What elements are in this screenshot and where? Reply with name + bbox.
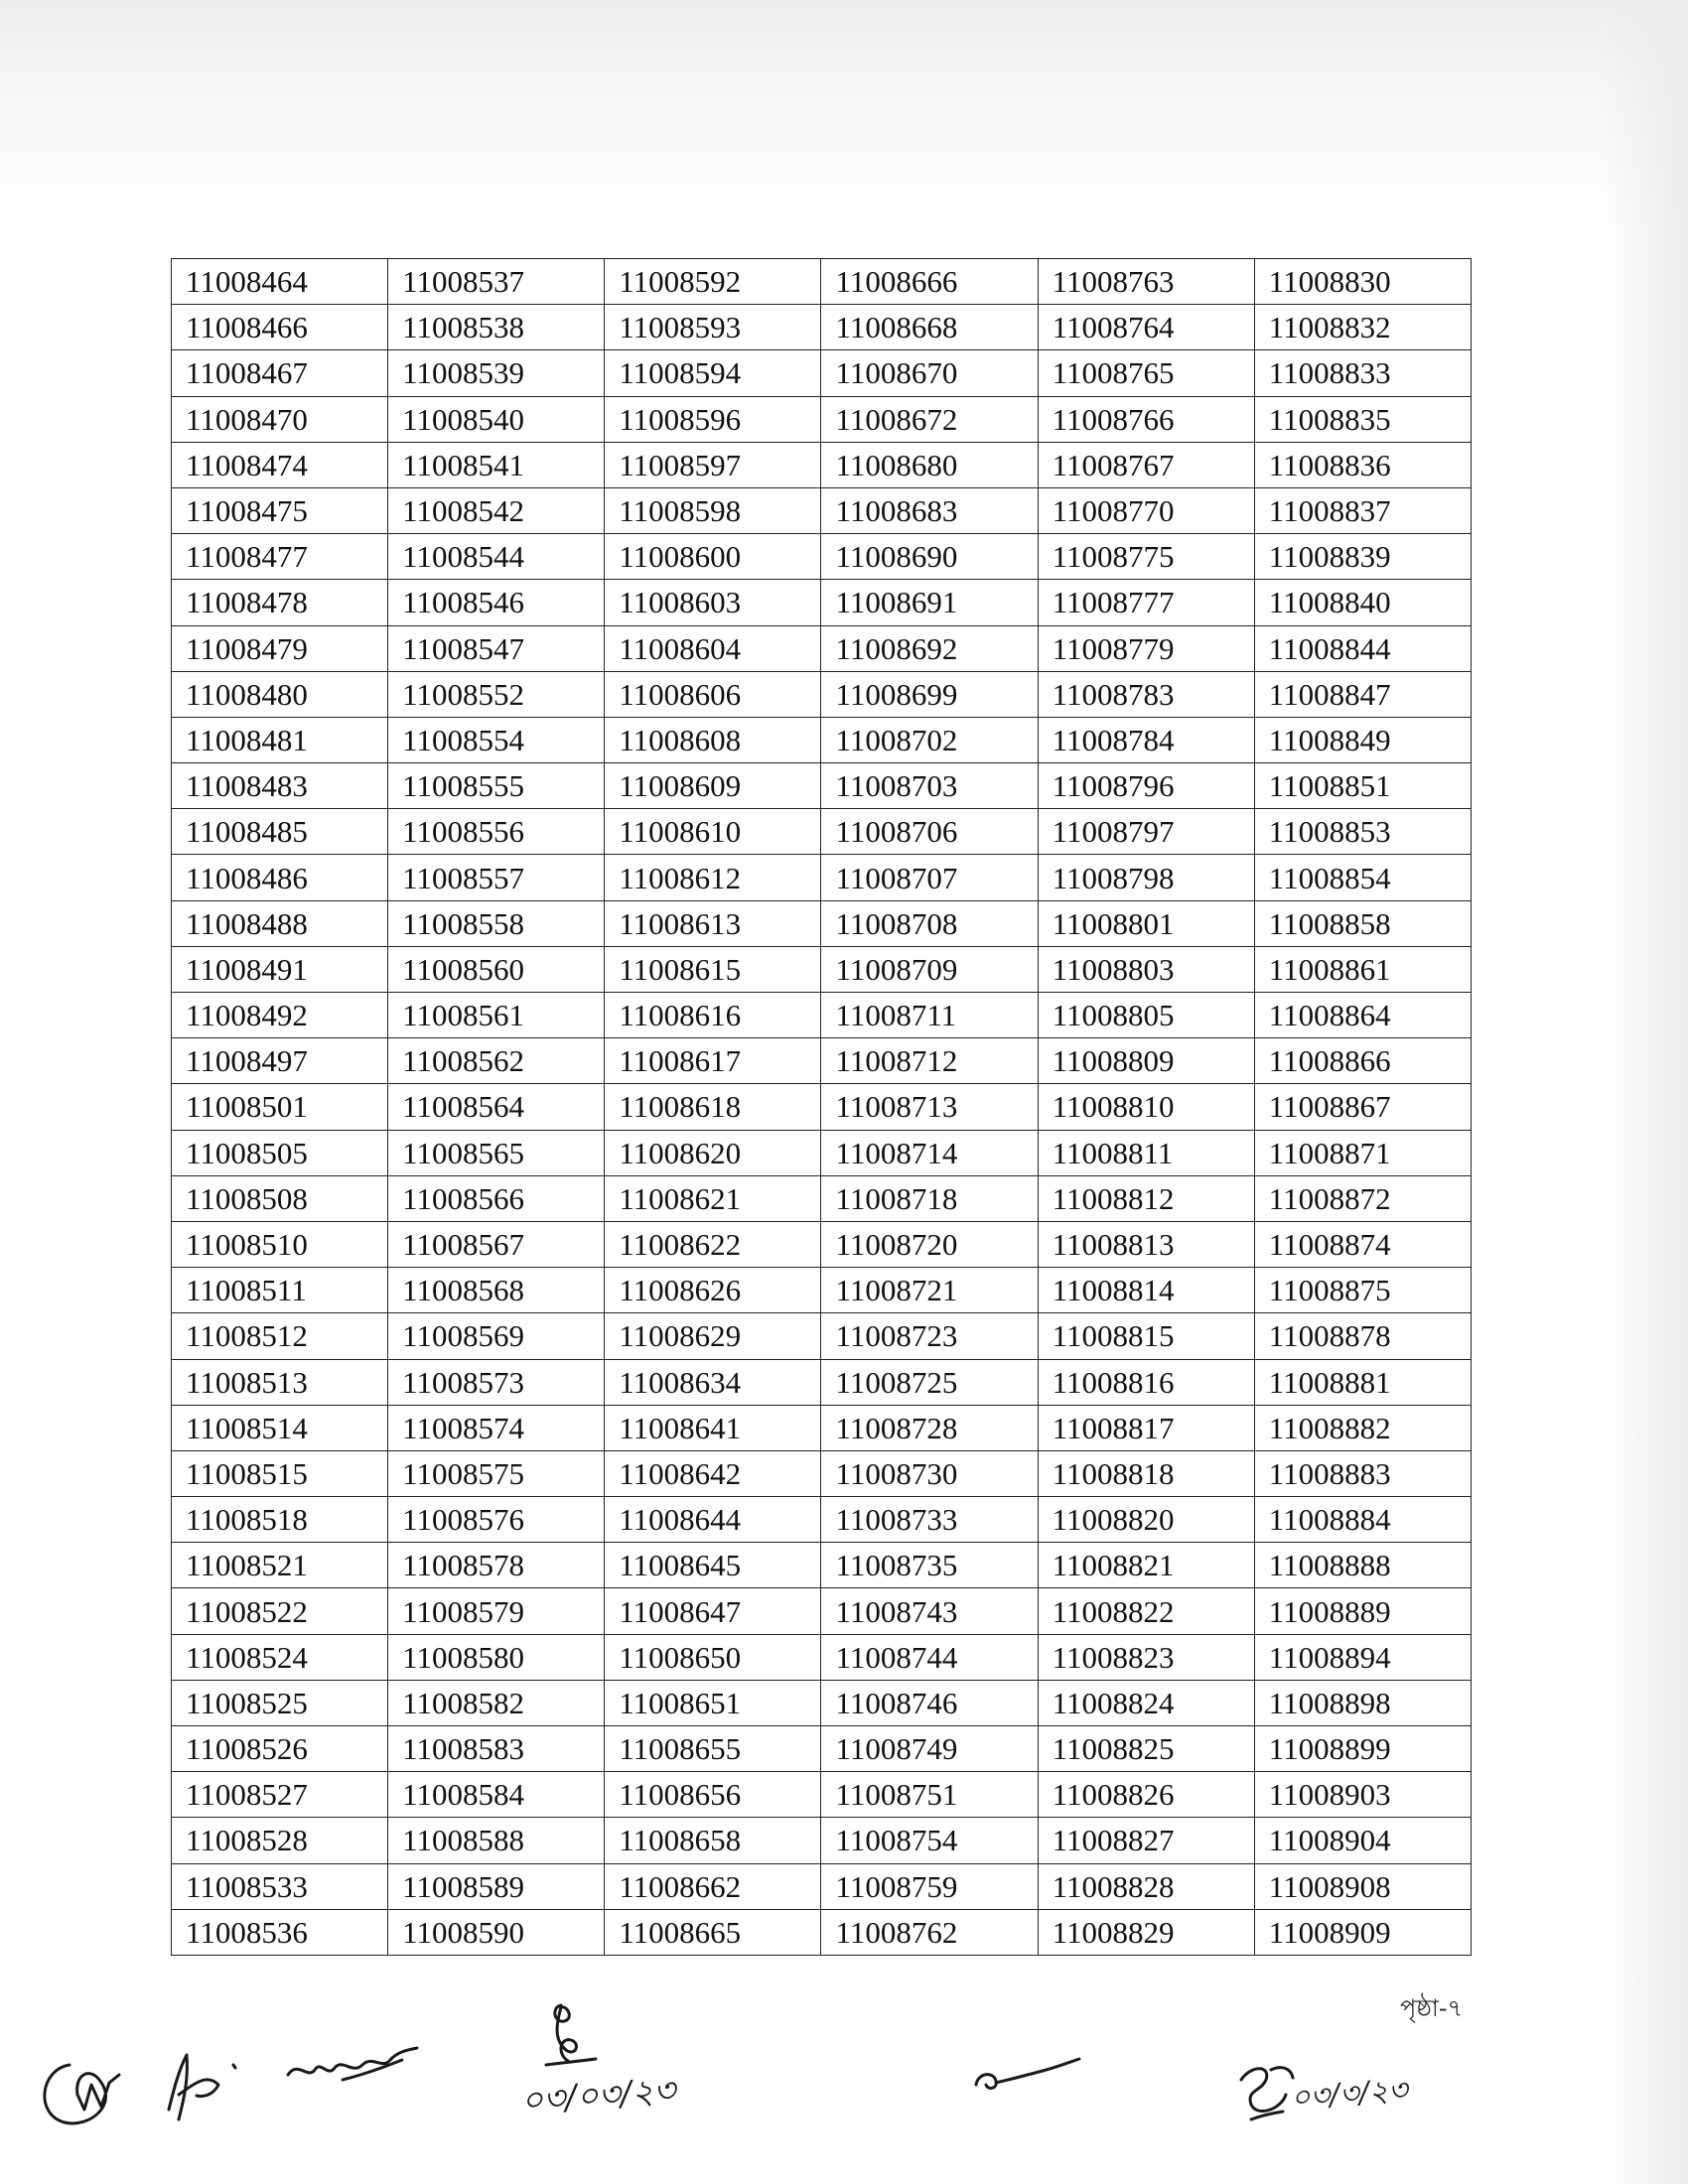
table-cell: 11008803 xyxy=(1038,946,1254,992)
table-row xyxy=(172,1313,1472,1359)
table-cell: 11008854 xyxy=(1254,855,1471,900)
table-cell: 11008836 xyxy=(1254,442,1471,487)
table-cell: 11008584 xyxy=(388,1772,605,1818)
table-cell: 11008470 xyxy=(172,396,388,442)
table-cell: 11008692 xyxy=(821,625,1038,671)
table-cell: 11008871 xyxy=(1254,1130,1471,1175)
table-cell: 11008867 xyxy=(1254,1084,1471,1130)
table-cell: 11008783 xyxy=(1038,671,1254,717)
table-cell: 11008647 xyxy=(605,1588,821,1634)
table-cell: 11008556 xyxy=(388,809,605,855)
page-number: পৃষ্ঠা-৭ xyxy=(1400,1994,1464,2022)
table-cell: 11008666 xyxy=(821,259,1038,305)
table-cell: 11008612 xyxy=(605,855,821,900)
table-cell: 11008851 xyxy=(1254,763,1471,809)
table-cell: 11008884 xyxy=(1254,1497,1471,1543)
table-cell: 11008874 xyxy=(1254,1221,1471,1267)
table-row xyxy=(172,671,1472,717)
table-cell: 11008608 xyxy=(605,717,821,762)
signature-1 xyxy=(30,2045,149,2134)
table-cell: 11008728 xyxy=(821,1405,1038,1450)
table-cell: 11008668 xyxy=(821,305,1038,350)
table-row xyxy=(172,1772,1472,1818)
table-cell: 11008618 xyxy=(605,1084,821,1130)
table-cell: 11008658 xyxy=(605,1818,821,1863)
table-row xyxy=(172,1909,1472,1955)
table-row xyxy=(172,1450,1472,1496)
table-cell: 11008706 xyxy=(821,809,1038,855)
table-cell: 11008513 xyxy=(172,1359,388,1405)
table-row xyxy=(172,534,1472,580)
table-cell: 11008613 xyxy=(605,900,821,946)
table-cell: 11008680 xyxy=(821,442,1038,487)
table-cell: 11008814 xyxy=(1038,1268,1254,1313)
roll-number-table xyxy=(171,258,1472,1956)
table-cell: 11008670 xyxy=(821,350,1038,396)
table-row xyxy=(172,1543,1472,1588)
table-cell: 11008541 xyxy=(388,442,605,487)
table-cell: 11008497 xyxy=(172,1038,388,1084)
table-cell: 11008825 xyxy=(1038,1726,1254,1772)
table-cell: 11008815 xyxy=(1038,1313,1254,1359)
table-cell: 11008634 xyxy=(605,1359,821,1405)
table-cell: 11008765 xyxy=(1038,350,1254,396)
table-cell: 11008467 xyxy=(172,350,388,396)
table-cell: 11008575 xyxy=(388,1450,605,1496)
table-row xyxy=(172,900,1472,946)
table-cell: 11008713 xyxy=(821,1084,1038,1130)
table-cell: 11008662 xyxy=(605,1863,821,1909)
table-cell: 11008889 xyxy=(1254,1588,1471,1634)
table-cell: 11008849 xyxy=(1254,717,1471,762)
table-cell: 11008759 xyxy=(821,1863,1038,1909)
table-row xyxy=(172,1726,1472,1772)
table-cell: 11008569 xyxy=(388,1313,605,1359)
table-cell: 11008909 xyxy=(1254,1909,1471,1955)
table-cell: 11008515 xyxy=(172,1450,388,1496)
table-cell: 11008573 xyxy=(388,1359,605,1405)
signature-3 xyxy=(283,2030,422,2100)
table-cell: 11008527 xyxy=(172,1772,388,1818)
table-cell: 11008593 xyxy=(605,305,821,350)
table-cell: 11008777 xyxy=(1038,580,1254,625)
table-cell: 11008882 xyxy=(1254,1405,1471,1450)
table-cell: 11008466 xyxy=(172,305,388,350)
table-cell: 11008491 xyxy=(172,946,388,992)
table-row xyxy=(172,946,1472,992)
scan-shadow-top xyxy=(0,0,1688,228)
table-cell: 11008712 xyxy=(821,1038,1038,1084)
table-cell: 11008699 xyxy=(821,671,1038,717)
table-cell: 11008878 xyxy=(1254,1313,1471,1359)
table-cell: 11008903 xyxy=(1254,1772,1471,1818)
table-cell: 11008578 xyxy=(388,1543,605,1588)
table-cell: 11008839 xyxy=(1254,534,1471,580)
table-cell: 11008822 xyxy=(1038,1588,1254,1634)
table-cell: 11008558 xyxy=(388,900,605,946)
table-cell: 11008650 xyxy=(605,1634,821,1680)
table-cell: 11008555 xyxy=(388,763,605,809)
table-cell: 11008492 xyxy=(172,993,388,1038)
table-row xyxy=(172,1634,1472,1680)
table-cell: 11008853 xyxy=(1254,809,1471,855)
table-cell: 11008824 xyxy=(1038,1680,1254,1725)
signature-5 xyxy=(968,2045,1087,2105)
table-cell: 11008479 xyxy=(172,625,388,671)
table-row xyxy=(172,993,1472,1038)
table-cell: 11008858 xyxy=(1254,900,1471,946)
table-cell: 11008784 xyxy=(1038,717,1254,762)
table-cell: 11008828 xyxy=(1038,1863,1254,1909)
table-cell: 11008580 xyxy=(388,1634,605,1680)
table-cell: 11008641 xyxy=(605,1405,821,1450)
table-cell: 11008746 xyxy=(821,1680,1038,1725)
table-cell: 11008598 xyxy=(605,487,821,533)
table-cell: 11008810 xyxy=(1038,1084,1254,1130)
table-cell: 11008861 xyxy=(1254,946,1471,992)
table-cell: 11008540 xyxy=(388,396,605,442)
table-cell: 11008518 xyxy=(172,1497,388,1543)
table-cell: 11008626 xyxy=(605,1268,821,1313)
table-cell: 11008847 xyxy=(1254,671,1471,717)
table-row xyxy=(172,305,1472,350)
table-cell: 11008762 xyxy=(821,1909,1038,1955)
table-cell: 11008809 xyxy=(1038,1038,1254,1084)
table-cell: 11008526 xyxy=(172,1726,388,1772)
table-cell: 11008840 xyxy=(1254,580,1471,625)
table-cell: 11008894 xyxy=(1254,1634,1471,1680)
table-cell: 11008622 xyxy=(605,1221,821,1267)
table-cell: 11008708 xyxy=(821,900,1038,946)
table-cell: 11008751 xyxy=(821,1772,1038,1818)
table-cell: 11008725 xyxy=(821,1359,1038,1405)
table-cell: 11008811 xyxy=(1038,1130,1254,1175)
table-cell: 11008576 xyxy=(388,1497,605,1543)
table-cell: 11008485 xyxy=(172,809,388,855)
table-row xyxy=(172,1359,1472,1405)
table-cell: 11008775 xyxy=(1038,534,1254,580)
table-cell: 11008766 xyxy=(1038,396,1254,442)
table-cell: 11008486 xyxy=(172,855,388,900)
table-cell: 11008702 xyxy=(821,717,1038,762)
table-cell: 11008826 xyxy=(1038,1772,1254,1818)
table-cell: 11008528 xyxy=(172,1818,388,1863)
table-cell: 11008651 xyxy=(605,1680,821,1725)
scan-shadow-right xyxy=(1599,0,1688,2184)
table-cell: 11008754 xyxy=(821,1818,1038,1863)
table-cell: 11008590 xyxy=(388,1909,605,1955)
table-cell: 11008524 xyxy=(172,1634,388,1680)
table-cell: 11008610 xyxy=(605,809,821,855)
table-row xyxy=(172,1680,1472,1725)
table-row xyxy=(172,1084,1472,1130)
table-cell: 11008609 xyxy=(605,763,821,809)
table-cell: 11008823 xyxy=(1038,1634,1254,1680)
table-cell: 11008477 xyxy=(172,534,388,580)
table-cell: 11008813 xyxy=(1038,1221,1254,1267)
table-cell: 11008542 xyxy=(388,487,605,533)
table-cell: 11008723 xyxy=(821,1313,1038,1359)
table-cell: 11008538 xyxy=(388,305,605,350)
table-cell: 11008566 xyxy=(388,1175,605,1221)
table-cell: 11008767 xyxy=(1038,442,1254,487)
table-cell: 11008594 xyxy=(605,350,821,396)
table-cell: 11008844 xyxy=(1254,625,1471,671)
signature-4 xyxy=(526,1995,606,2075)
table-cell: 11008583 xyxy=(388,1726,605,1772)
table-cell: 11008770 xyxy=(1038,487,1254,533)
table-cell: 11008464 xyxy=(172,259,388,305)
table-cell: 11008617 xyxy=(605,1038,821,1084)
table-cell: 11008533 xyxy=(172,1863,388,1909)
table-cell: 11008539 xyxy=(388,350,605,396)
table-cell: 11008537 xyxy=(388,259,605,305)
signature-2 xyxy=(149,2040,258,2129)
table-cell: 11008554 xyxy=(388,717,605,762)
table-cell: 11008908 xyxy=(1254,1863,1471,1909)
table-cell: 11008589 xyxy=(388,1863,605,1909)
table-cell: 11008562 xyxy=(388,1038,605,1084)
table-cell: 11008805 xyxy=(1038,993,1254,1038)
table-cell: 11008481 xyxy=(172,717,388,762)
table-cell: 11008881 xyxy=(1254,1359,1471,1405)
table-row xyxy=(172,717,1472,762)
table-cell: 11008817 xyxy=(1038,1405,1254,1450)
table-cell: 11008829 xyxy=(1038,1909,1254,1955)
table-row xyxy=(172,855,1472,900)
table-cell: 11008796 xyxy=(1038,763,1254,809)
table-cell: 11008505 xyxy=(172,1130,388,1175)
table-cell: 11008721 xyxy=(821,1268,1038,1313)
table-cell: 11008691 xyxy=(821,580,1038,625)
table-cell: 11008615 xyxy=(605,946,821,992)
table-cell: 11008730 xyxy=(821,1450,1038,1496)
table-row xyxy=(172,763,1472,809)
table-cell: 11008544 xyxy=(388,534,605,580)
table-cell: 11008514 xyxy=(172,1405,388,1450)
table-cell: 11008582 xyxy=(388,1680,605,1725)
table-cell: 11008525 xyxy=(172,1680,388,1725)
table-cell: 11008588 xyxy=(388,1818,605,1863)
table-cell: 11008606 xyxy=(605,671,821,717)
table-row xyxy=(172,1588,1472,1634)
table-cell: 11008508 xyxy=(172,1175,388,1221)
table-cell: 11008603 xyxy=(605,580,821,625)
table-cell: 11008818 xyxy=(1038,1450,1254,1496)
table-cell: 11008899 xyxy=(1254,1726,1471,1772)
table-cell: 11008797 xyxy=(1038,809,1254,855)
table-cell: 11008621 xyxy=(605,1175,821,1221)
table-cell: 11008656 xyxy=(605,1772,821,1818)
roll-number-table-body xyxy=(172,259,1472,1956)
table-cell: 11008718 xyxy=(821,1175,1038,1221)
table-cell: 11008798 xyxy=(1038,855,1254,900)
table-cell: 11008521 xyxy=(172,1543,388,1588)
table-cell: 11008733 xyxy=(821,1497,1038,1543)
table-cell: 11008560 xyxy=(388,946,605,992)
table-cell: 11008763 xyxy=(1038,259,1254,305)
table-cell: 11008512 xyxy=(172,1313,388,1359)
table-row xyxy=(172,1038,1472,1084)
table-cell: 11008547 xyxy=(388,625,605,671)
table-cell: 11008645 xyxy=(605,1543,821,1588)
table-cell: 11008709 xyxy=(821,946,1038,992)
table-cell: 11008616 xyxy=(605,993,821,1038)
table-cell: 11008655 xyxy=(605,1726,821,1772)
table-row xyxy=(172,1818,1472,1863)
table-cell: 11008665 xyxy=(605,1909,821,1955)
table-row xyxy=(172,259,1472,305)
table-cell: 11008536 xyxy=(172,1909,388,1955)
table-cell: 11008474 xyxy=(172,442,388,487)
table-cell: 11008779 xyxy=(1038,625,1254,671)
table-cell: 11008510 xyxy=(172,1221,388,1267)
table-cell: 11008592 xyxy=(605,259,821,305)
table-row xyxy=(172,1268,1472,1313)
table-row xyxy=(172,809,1472,855)
table-row xyxy=(172,580,1472,625)
table-cell: 11008565 xyxy=(388,1130,605,1175)
table-cell: 11008864 xyxy=(1254,993,1471,1038)
table-row xyxy=(172,1130,1472,1175)
table-cell: 11008764 xyxy=(1038,305,1254,350)
table-cell: 11008561 xyxy=(388,993,605,1038)
table-cell: 11008690 xyxy=(821,534,1038,580)
table-cell: 11008835 xyxy=(1254,396,1471,442)
table-cell: 11008568 xyxy=(388,1268,605,1313)
table-cell: 11008743 xyxy=(821,1588,1038,1634)
table-cell: 11008735 xyxy=(821,1543,1038,1588)
table-cell: 11008711 xyxy=(821,993,1038,1038)
table-cell: 11008567 xyxy=(388,1221,605,1267)
table-cell: 11008744 xyxy=(821,1634,1038,1680)
table-row xyxy=(172,1175,1472,1221)
table-cell: 11008904 xyxy=(1254,1818,1471,1863)
table-cell: 11008546 xyxy=(388,580,605,625)
table-cell: 11008888 xyxy=(1254,1543,1471,1588)
table-cell: 11008821 xyxy=(1038,1543,1254,1588)
table-cell: 11008557 xyxy=(388,855,605,900)
table-cell: 11008480 xyxy=(172,671,388,717)
table-cell: 11008837 xyxy=(1254,487,1471,533)
table-cell: 11008478 xyxy=(172,580,388,625)
table-cell: 11008522 xyxy=(172,1588,388,1634)
table-cell: 11008883 xyxy=(1254,1450,1471,1496)
table-cell: 11008501 xyxy=(172,1084,388,1130)
table-cell: 11008564 xyxy=(388,1084,605,1130)
table-row xyxy=(172,1863,1472,1909)
table-cell: 11008812 xyxy=(1038,1175,1254,1221)
table-cell: 11008552 xyxy=(388,671,605,717)
table-cell: 11008604 xyxy=(605,625,821,671)
table-cell: 11008898 xyxy=(1254,1680,1471,1725)
table-row xyxy=(172,350,1472,396)
table-cell: 11008714 xyxy=(821,1130,1038,1175)
table-cell: 11008703 xyxy=(821,763,1038,809)
table-cell: 11008749 xyxy=(821,1726,1038,1772)
signature-date-1: ০৩/০৩/২৩ xyxy=(519,2070,677,2121)
table-cell: 11008833 xyxy=(1254,350,1471,396)
table-cell: 11008801 xyxy=(1038,900,1254,946)
table-cell: 11008475 xyxy=(172,487,388,533)
table-cell: 11008600 xyxy=(605,534,821,580)
table-cell: 11008872 xyxy=(1254,1175,1471,1221)
table-cell: 11008875 xyxy=(1254,1268,1471,1313)
table-row xyxy=(172,625,1472,671)
table-row xyxy=(172,1405,1472,1450)
table-cell: 11008707 xyxy=(821,855,1038,900)
table-row xyxy=(172,442,1472,487)
table-cell: 11008830 xyxy=(1254,259,1471,305)
table-cell: 11008629 xyxy=(605,1313,821,1359)
table-cell: 11008579 xyxy=(388,1588,605,1634)
table-cell: 11008596 xyxy=(605,396,821,442)
signature-date-2: ০৩/৩/২৩ xyxy=(1289,2072,1409,2116)
table-cell: 11008683 xyxy=(821,487,1038,533)
table-row xyxy=(172,1221,1472,1267)
table-cell: 11008574 xyxy=(388,1405,605,1450)
table-row xyxy=(172,1497,1472,1543)
table-cell: 11008620 xyxy=(605,1130,821,1175)
table-cell: 11008672 xyxy=(821,396,1038,442)
table-cell: 11008488 xyxy=(172,900,388,946)
table-cell: 11008644 xyxy=(605,1497,821,1543)
table-cell: 11008866 xyxy=(1254,1038,1471,1084)
table-cell: 11008483 xyxy=(172,763,388,809)
table-row xyxy=(172,487,1472,533)
table-cell: 11008511 xyxy=(172,1268,388,1313)
table-row xyxy=(172,396,1472,442)
table-cell: 11008642 xyxy=(605,1450,821,1496)
table-cell: 11008597 xyxy=(605,442,821,487)
table-cell: 11008832 xyxy=(1254,305,1471,350)
table-cell: 11008816 xyxy=(1038,1359,1254,1405)
table-cell: 11008827 xyxy=(1038,1818,1254,1863)
table-cell: 11008720 xyxy=(821,1221,1038,1267)
table-cell: 11008820 xyxy=(1038,1497,1254,1543)
